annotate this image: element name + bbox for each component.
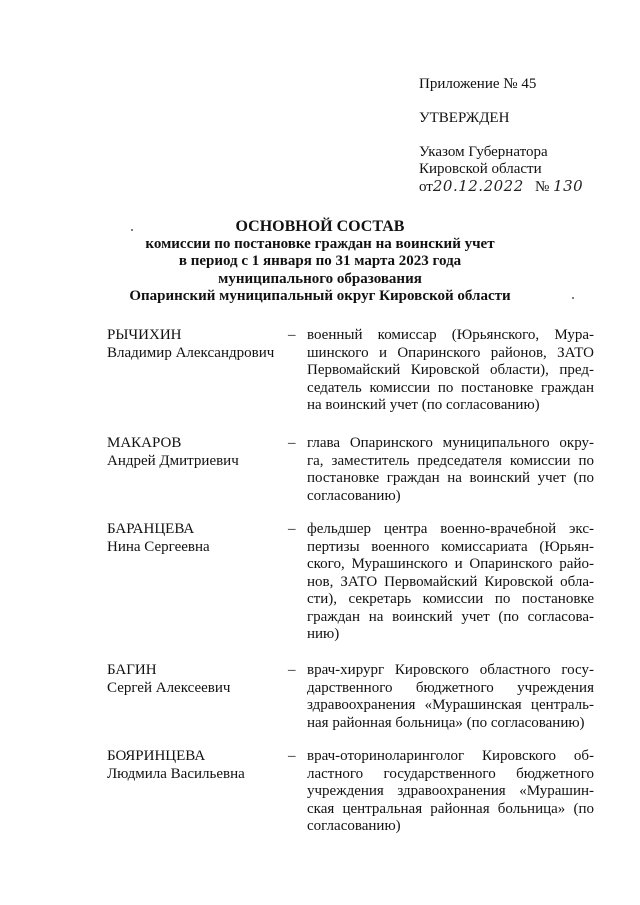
- approved-by-line1: Указом Губернатора: [419, 144, 548, 160]
- role-line: га, заместитель председателя комиссии по: [307, 452, 594, 469]
- heading-line-4: Опаринский муниципальный округ Кировской области: [129, 288, 511, 304]
- member-name: [107, 435, 287, 470]
- role-line: нов, ЗАТО Первомайский Кировской обла-: [307, 573, 594, 590]
- role-line: согласованию): [307, 818, 401, 834]
- role-line: военный комиссар (Юрьянского, Мура-: [307, 327, 594, 343]
- member-surname: МАКАРОВ: [107, 435, 182, 451]
- document-heading: [0, 218, 640, 306]
- decree-date-line: [419, 178, 619, 196]
- role-line: Первомайский Кировской области), пред-: [307, 362, 594, 378]
- member-surname: БАРАНЦЕВА: [107, 521, 195, 537]
- role-line: шинского и Опаринского районов, ЗАТО: [307, 344, 594, 361]
- member-given-name: Сергей Алексеевич: [107, 679, 231, 696]
- number-prefix: №: [535, 179, 550, 195]
- scan-speck: [131, 229, 133, 231]
- role-line: граждан на воинский учет (по согласова-: [307, 608, 594, 625]
- approved-label: УТВЕРЖДЕН: [419, 110, 510, 126]
- role-line: ная районная больница» (по согласованию): [307, 714, 585, 731]
- role-line: учреждения здравоохранения «Мурашин-: [307, 783, 594, 799]
- role-line: на воинский учет (по согласованию): [307, 397, 540, 413]
- attachment-block: [419, 76, 619, 196]
- role-line: седатель комиссии по постановке граждан: [307, 379, 594, 396]
- role-line: ская центральная районная больница» (по: [307, 800, 594, 817]
- member-role: [307, 327, 594, 415]
- member-dash: –: [288, 327, 296, 343]
- member-surname: БАГИН: [107, 662, 157, 678]
- role-line: дарственного бюджетного учреждения: [307, 679, 594, 696]
- role-line: врач-оториноларинголог Кировского об-: [307, 748, 594, 764]
- member-dash: –: [288, 521, 296, 537]
- member-given-name: Андрей Дмитриевич: [107, 452, 239, 469]
- member-name: [107, 662, 287, 697]
- decree-number: 130: [553, 177, 584, 195]
- role-line: ластного государственного бюджетного: [307, 765, 594, 782]
- approved-by-line2: Кировской области: [419, 161, 542, 177]
- heading-line-2: в период с 1 января по 31 марта 2023 года: [178, 253, 462, 269]
- role-line: согласованию): [307, 487, 401, 504]
- member-dash: –: [288, 748, 296, 764]
- member-dash: –: [288, 435, 296, 451]
- decree-date: 20.12.2022: [432, 177, 524, 195]
- attachment-number: Приложение № 45: [419, 76, 537, 92]
- member-surname: БОЯРИНЦЕВА: [107, 748, 206, 764]
- member-role: [307, 521, 594, 644]
- role-line: фельдшер центра военно-врачебной экс-: [307, 521, 594, 537]
- role-line: ского, Мурашинского и Опаринского райо-: [307, 556, 594, 572]
- heading-line-1: комиссии по постановке граждан на воинский учет: [145, 235, 495, 252]
- role-line: сти), секретарь комиссии по постановке: [307, 591, 594, 607]
- member-name: [107, 521, 287, 556]
- heading-line-3: муниципального образования: [218, 270, 422, 287]
- member-given-name: Нина Сергеевна: [107, 538, 210, 555]
- member-role: [307, 435, 594, 505]
- member-role: [307, 662, 594, 732]
- member-given-name: Владимир Александрович: [107, 344, 275, 361]
- member-role: [307, 748, 594, 836]
- role-line: пертизы военного комиссариата (Юрьян-: [307, 538, 594, 555]
- role-line: постановке граждан на воинский учет (по: [307, 470, 594, 486]
- date-prefix: от: [419, 179, 433, 195]
- document-title: ОСНОВНОЙ СОСТАВ: [235, 218, 405, 235]
- role-line: нию): [307, 626, 340, 642]
- member-given-name: Людмила Васильевна: [107, 765, 245, 782]
- role-line: глава Опаринского муниципального окру-: [307, 435, 594, 451]
- role-line: здравоохранения «Мурашинская централь-: [307, 697, 594, 713]
- scan-speck: [572, 297, 574, 299]
- member-surname: РЫЧИХИН: [107, 327, 182, 343]
- role-line: врач-хирург Кировского областного госу-: [307, 662, 594, 678]
- member-name: [107, 327, 287, 362]
- member-name: [107, 748, 287, 783]
- member-dash: –: [288, 662, 296, 678]
